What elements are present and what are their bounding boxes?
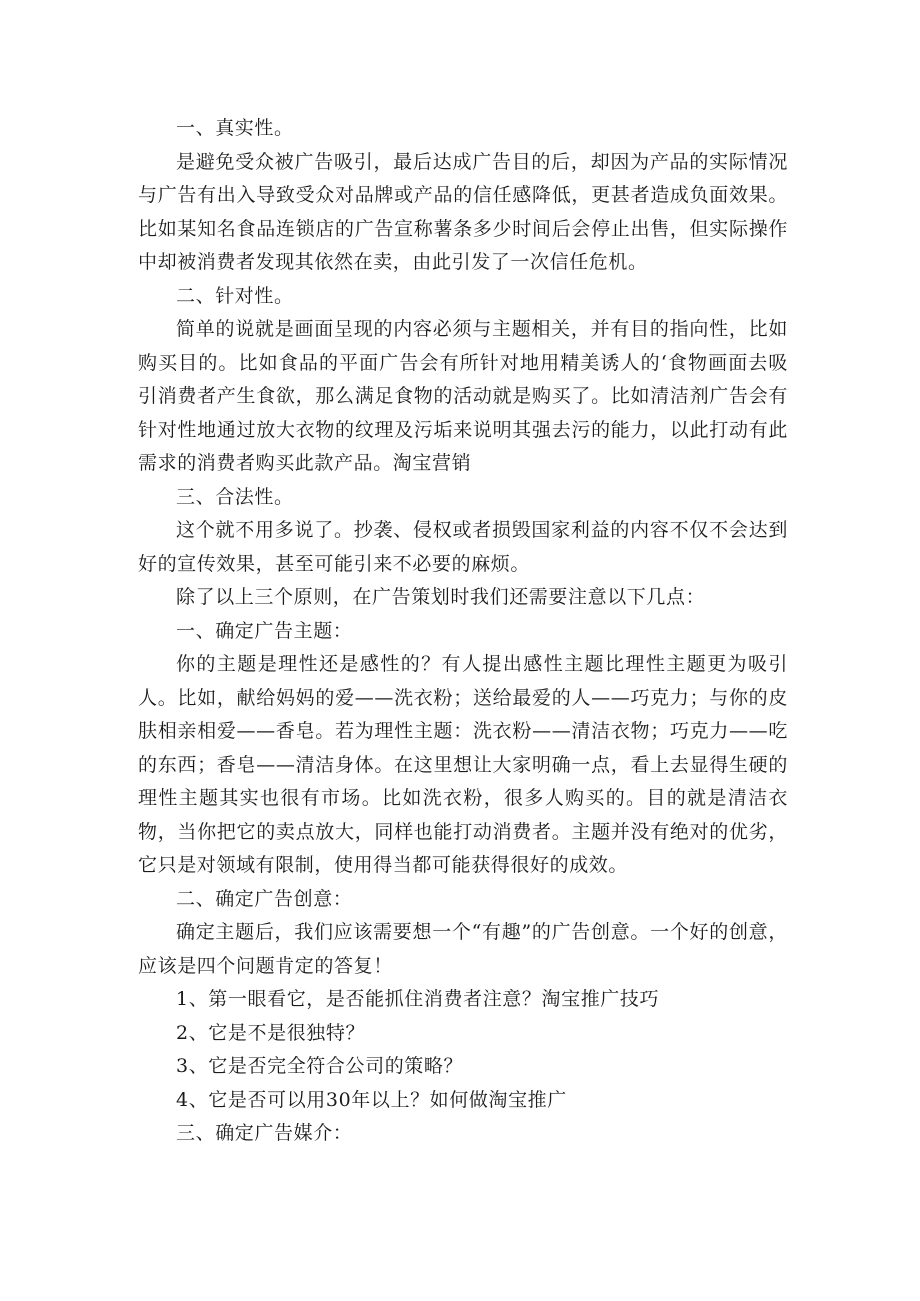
paragraph-ad-theme: 你的主题是理性还是感性的？有人提出感性主题比理性主题更为吸引人。比如，献给妈妈的爱——洗衣粉；送给最爱的人——巧克力；与你的皮肤相亲相爱——香皂。若为理性主题：洗衣粉——清洁衣物；巧克力——吃的东西；香皂——清洁身体。在这里想让大家明确一点，看上去显得生硬的理性主题其实也很有市场。比如洗衣粉，很多人购买的。目的就是清洁衣物，当你把它的卖点放大，同样也能打动消费者。主题并没有绝对的优劣，它只是对领域有限制，使用得当都可能获得很好的成效。 <box>138 653 788 876</box>
heading-ad-creative: 二、确定广告创意： <box>176 887 353 910</box>
list-item-question-4: 4、它是否可以用30年以上？如何做淘宝推广 <box>176 1088 567 1111</box>
heading-ad-media: 三、确定广告媒介： <box>176 1122 353 1144</box>
heading-authenticity: 一、真实性。 <box>176 117 294 139</box>
list-item-question-3: 3、它是否完全符合公司的策略？ <box>176 1055 464 1077</box>
paragraph-pertinence: 简单的说就是画面呈现的内容必须与主题相关，并有目的指向性，比如购买目的。比如食品的平面广告会有所针对地用精美诱人的‘食物画面去吸引消费者产生食欲，那么满足食物的活动就是购买了。比如清洁剂广告会有针对性地通过放大衣物的纹理及污垢来说明其强去污的能力，以此打动有此需求的消费者购买此款产品。淘宝营销 <box>138 318 788 474</box>
paragraph-authenticity: 是避免受众被广告吸引，最后达成广告目的后，却因为产品的实际情况与广告有出入导致受众对品牌或产品的信任感降低，更甚者造成负面效果。比如某知名食品连锁店的广告宣称薯条多少时间后会停止出售，但实际操作中却被消费者发现其依然在卖，由此引发了一次信任危机。 <box>138 150 788 273</box>
list-item-question-1: 1、第一眼看它，是否能抓住消费者注意？淘宝推广技巧 <box>176 988 660 1010</box>
paragraph-ad-creative: 确定主题后，我们应该需要想一个“有趣”的广告创意。一个好的创意，应该是四个问题肯定的答复！ <box>138 921 788 977</box>
heading-pertinence: 二、针对性。 <box>176 284 294 307</box>
paragraph-legality: 这个就不用多说了。抄袭、侵权或者损毁国家利益的内容不仅不会达到好的宣传效果，甚至可能引来不必要的麻烦。 <box>138 519 788 575</box>
heading-legality: 三、合法性。 <box>176 485 294 508</box>
heading-ad-theme: 一、确定广告主题： <box>176 619 353 642</box>
list-item-question-2: 2、它是不是很独特？ <box>176 1021 366 1044</box>
paragraph-additional-points: 除了以上三个原则，在广告策划时我们还需要注意以下几点： <box>176 586 706 608</box>
document-body <box>138 112 788 1151</box>
